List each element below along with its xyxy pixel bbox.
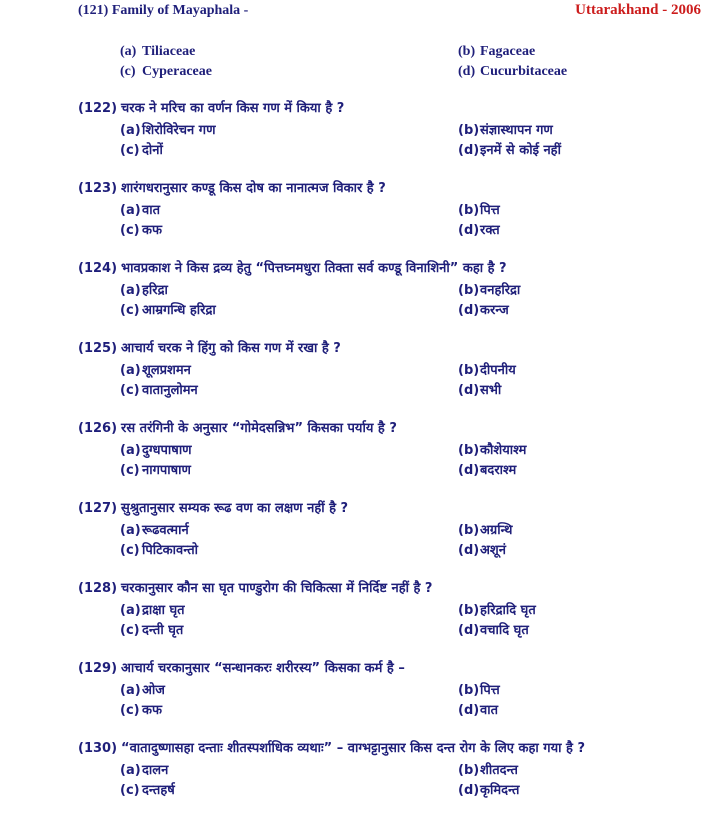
option-text: द्राक्षा घृत [142,603,185,618]
question-block [0,498,723,578]
option-c [120,64,212,80]
option-a [120,600,185,618]
option-b [458,200,500,218]
option-b [458,360,516,378]
question-list [0,38,723,818]
option-c [120,460,191,478]
option-b [458,440,526,458]
option-label: (a) [120,443,141,458]
option-a [120,200,160,218]
question-line [78,178,386,196]
option-text: करन्ज [480,303,509,318]
page-header [0,0,723,22]
option-label: (c) [120,463,140,478]
option-c [120,540,198,558]
option-label: (d) [458,543,480,558]
option-c [120,780,175,798]
option-label: (b) [458,683,480,698]
option-label: (a) [120,123,141,138]
option-d [458,540,506,558]
question-line [78,338,341,356]
option-b [458,600,536,618]
option-text: ओज [142,683,165,698]
option-label: (c) [120,783,140,798]
option-text: पिटिकावन्तो [142,543,199,558]
option-text: अशूनं [480,543,506,558]
option-text: रूढवत्मार्न [142,523,189,538]
option-text: नागपाषाण [142,463,191,478]
option-text: कृमिदन्त [480,783,520,798]
option-text: पित्त [480,683,500,698]
option-text: वनहरिद्रा [480,283,521,298]
question-line [78,258,507,276]
option-d [458,700,498,718]
question-text: शारंगधरानुसार कण्डू किस दोष का नानात्मज विकार है ? [121,181,386,196]
question-number: (129) [78,661,118,676]
option-label: (a) [120,523,141,538]
option-label: (b) [458,363,480,378]
question-number: (122) [78,101,118,116]
question-line [78,578,432,596]
option-text: कौशेयाश्म [480,443,527,458]
option-c [120,220,162,238]
option-d [458,620,529,638]
header-question-121: (121) Family of Mayaphala - [78,3,249,18]
option-text: वात [142,203,161,218]
option-label: (d) [458,383,480,398]
question-number: (130) [78,741,118,756]
option-label: (c) [120,303,140,318]
option-d [458,460,516,478]
option-label: (c) [120,623,140,638]
question-number: (128) [78,581,118,596]
question-text: भावप्रकाश ने किस द्रव्य हेतु “पित्तघ्नमधुरा तिक्ता सर्व कण्डू विनाशिनी” कहा है ? [121,261,507,276]
option-text: शूलप्रशमन [142,363,191,378]
option-d [458,780,519,798]
option-label: (d) [458,303,480,318]
option-label: (a) [120,683,141,698]
option-d [458,380,501,398]
option-d [458,300,509,318]
option-c [120,620,183,638]
option-text: वात [480,703,499,718]
option-a [120,120,216,138]
option-text: Fagaceae [480,44,536,59]
option-text: बदराश्म [480,463,517,478]
option-text: दन्ती घृत [142,623,184,638]
option-label: (b) [458,44,476,59]
exam-source-label: Uttarakhand - 2006 [575,2,701,18]
option-text: Cyperaceae [142,64,212,79]
option-label: (d) [458,783,480,798]
option-text: Tiliaceae [142,44,196,59]
option-c [120,380,198,398]
option-c [120,300,216,318]
question-block [0,738,723,818]
question-number: (123) [78,181,118,196]
option-text: दालन [142,763,169,778]
question-line [78,98,344,116]
option-b [458,680,500,698]
option-label: (a) [120,363,141,378]
question-text: सुश्रुतानुसार सम्यक रूढ वण का लक्षण नहीं है ? [121,501,349,516]
question-text: “वातादुष्णासहा दन्ताः शीतस्पर्शाधिक व्यथाः” – वाग्भट्टानुसार किस दन्त रोग के लिए कहा गया है ? [121,741,586,756]
option-label: (b) [458,443,480,458]
option-label: (d) [458,703,480,718]
option-b [458,120,553,138]
question-line [78,738,585,756]
question-text: आचार्य चरक ने हिंगु को किस गण में रखा है ? [121,341,341,356]
option-label: (d) [458,463,480,478]
option-label: (d) [458,223,480,238]
option-d [458,220,500,238]
option-label: (d) [458,143,480,158]
option-label: (d) [458,623,480,638]
option-c [120,700,162,718]
option-label: (c) [120,383,140,398]
question-block [0,418,723,498]
option-a [120,680,165,698]
option-text: हरिद्रादि घृत [480,603,536,618]
option-text: हरिद्रा [142,283,168,298]
option-text: वचादि घृत [480,623,529,638]
question-block [0,578,723,658]
option-label: (a) [120,203,141,218]
option-text: रक्त [480,223,500,238]
question-number: (126) [78,421,118,436]
option-a [120,760,168,778]
option-text: कफ [142,223,163,238]
option-text: Cucurbitaceae [480,64,568,79]
option-text: संज्ञास्थापन गण [480,123,553,138]
question-number: (124) [78,261,118,276]
question-block [0,98,723,178]
option-label: (b) [458,203,480,218]
option-text: इनमें से कोई नहीं [480,143,561,158]
option-label: (a) [120,763,141,778]
option-text: पित्त [480,203,500,218]
option-text: कफ [142,703,163,718]
option-b [458,760,518,778]
option-label: (b) [458,283,480,298]
option-label: (a) [120,283,141,298]
question-block [0,338,723,418]
option-label: (b) [458,603,480,618]
option-label: (b) [458,763,480,778]
question-text: चरकानुसार कौन सा घृत पाण्डुरोग की चिकित्सा में निर्दिष्ट नहीं है ? [121,581,433,596]
question-line [78,498,348,516]
question-number: (127) [78,501,118,516]
option-text: सभी [480,383,502,398]
question-text: आचार्य चरकानुसार “सन्धानकरः शरीरस्य” किसका कर्म है – [121,661,405,676]
question-number: (125) [78,341,118,356]
option-b [458,280,520,298]
option-text: दुग्धपाषाण [142,443,192,458]
option-label: (c) [120,223,140,238]
option-label: (c) [120,64,136,79]
option-label: (c) [120,143,140,158]
option-a [120,520,189,538]
option-a [120,440,192,458]
option-a [120,44,195,60]
option-text: अग्रन्थि [480,523,513,538]
option-text: दन्तहर्ष [142,783,175,798]
option-c [120,140,163,158]
option-label: (a) [120,603,141,618]
option-label: (a) [120,44,137,59]
option-text: आम्रगन्धि हरिद्रा [142,303,216,318]
option-text: दोनों [142,143,163,158]
question-text: चरक ने मरिच का वर्णन किस गण में किया है ? [121,101,345,116]
option-a [120,280,168,298]
option-text: दीपनीय [480,363,516,378]
option-a [120,360,191,378]
option-d [458,140,561,158]
option-text: शीतदन्त [480,763,518,778]
question-block [0,38,723,98]
option-label: (c) [120,543,140,558]
question-block [0,258,723,338]
question-block [0,178,723,258]
option-text: वातानुलोमन [142,383,198,398]
question-line [78,418,397,436]
option-b [458,520,512,538]
question-text: रस तरंगिनी के अनुसार “गोमेदसन्निभ” किसका पर्याय है ? [121,421,397,436]
question-block [0,658,723,738]
option-label: (d) [458,64,476,79]
option-label: (b) [458,123,480,138]
option-b [458,44,535,60]
question-line [78,658,405,676]
option-text: शिरोविरेचन गण [142,123,216,138]
option-label: (b) [458,523,480,538]
option-d [458,64,567,80]
option-label: (c) [120,703,140,718]
